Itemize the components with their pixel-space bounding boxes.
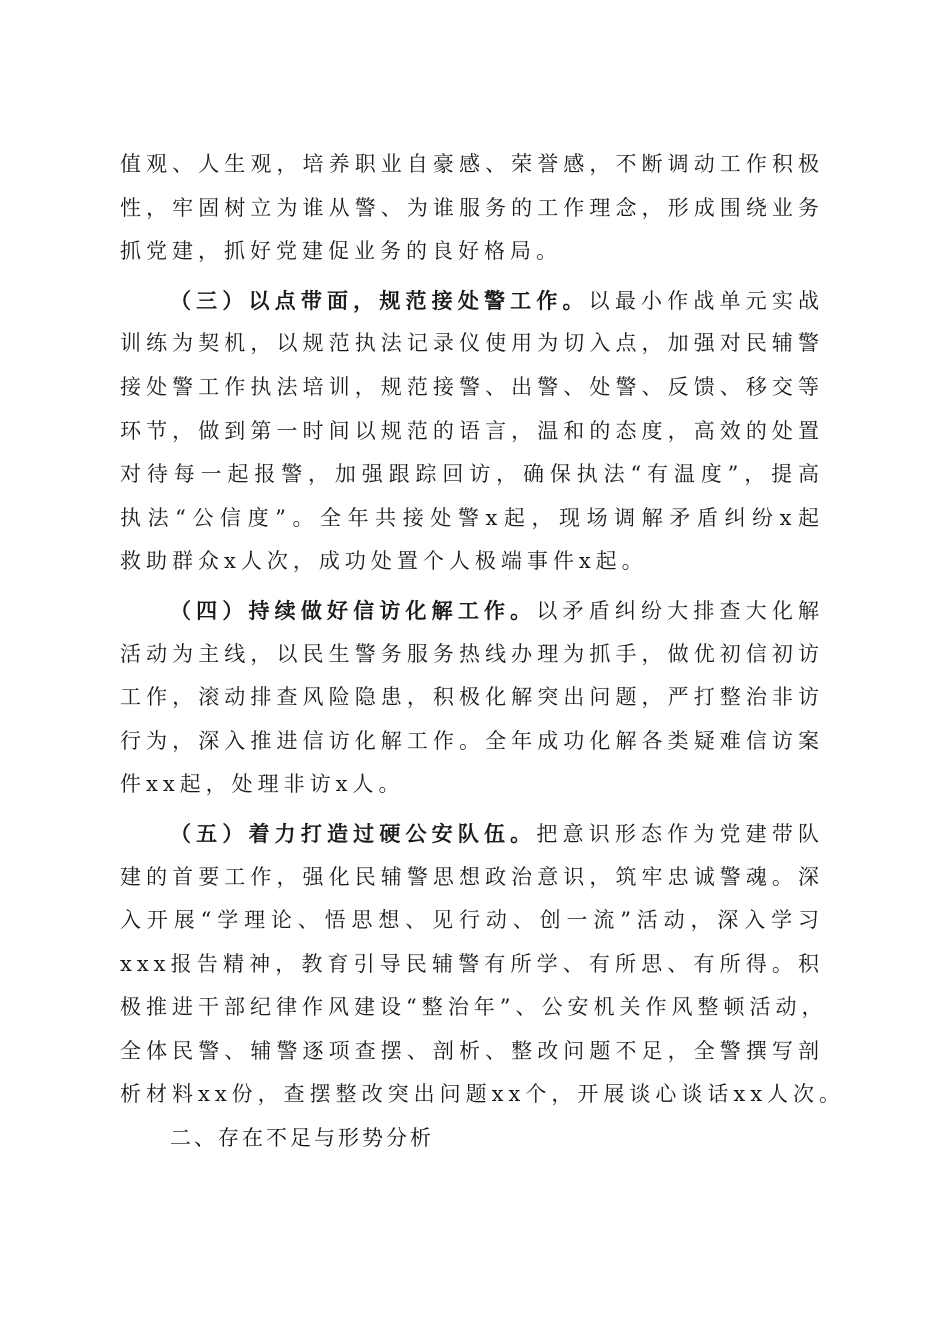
subsection-heading-5: （五）着力打造过硬公安队伍。 xyxy=(170,820,537,846)
text-line: 活动为主线，以民生警务服务热线办理为抓手，做优初信初访 xyxy=(120,641,824,666)
text-line: 工作，滚动排查风险隐患，积极化解突出问题，严打整治非访 xyxy=(120,685,824,710)
text-line: xxx报告精神，教育引导民辅警有所学、有所思、有所得。积 xyxy=(120,951,824,976)
paragraph-section-5 xyxy=(120,812,846,1117)
text-line: 极推进干部纪律作风建设“整治年”、公安机关作风整顿活动， xyxy=(120,995,828,1020)
text-span: 以最小作战单元实战 xyxy=(588,288,825,313)
text-span: 把意识形态作为党建带队 xyxy=(536,821,825,846)
text-line: 析材料xx份，查摆整改突出问题xx个，开展谈心谈话xx人次。 xyxy=(120,1082,846,1107)
text-line: 建的首要工作，强化民辅警思想政治意识，筑牢忠诚警魂。深 xyxy=(120,864,824,889)
text-line xyxy=(120,279,824,323)
text-line: 入开展“学理论、悟思想、见行动、创一流”活动，深入学习 xyxy=(120,908,824,933)
text-line: 对待每一起报警，加强跟踪回访，确保执法“有温度”，提高 xyxy=(120,462,824,487)
text-line: 接处警工作执法培训，规范接警、出警、处警、反馈、移交等 xyxy=(120,374,824,399)
paragraph-continuation xyxy=(120,143,824,274)
text-line: 性，牢固树立为谁从警、为谁服务的工作理念，形成围绕业务 xyxy=(120,195,824,220)
text-line: 救助群众x人次，成功处置个人极端事件x起。 xyxy=(120,549,648,574)
text-line xyxy=(120,812,824,856)
text-line xyxy=(120,589,824,633)
text-line: 值观、人生观，培养职业自豪感、荣誉感，不断调动工作积极 xyxy=(120,152,824,176)
subsection-heading-4: （四）持续做好信访化解工作。 xyxy=(170,597,537,623)
paragraph-section-4 xyxy=(120,589,824,807)
text-line: 件xx起，处理非访x人。 xyxy=(120,772,405,797)
text-line: 训练为契机，以规范执法记录仪使用为切入点，加强对民辅警 xyxy=(120,331,824,356)
text-line: 抓党建，抓好党建促业务的良好格局。 xyxy=(120,239,562,264)
text-line: 执法“公信度”。全年共接处警x起，现场调解矛盾纠纷x起 xyxy=(120,505,824,530)
section-heading: 二、存在不足与形势分析 xyxy=(170,1126,434,1151)
text-line: 全体民警、辅警逐项查摆、剖析、整改问题不足，全警撰写剖 xyxy=(120,1038,824,1063)
document-page xyxy=(120,143,846,1161)
subsection-heading-3: （三）以点带面，规范接处警工作。 xyxy=(170,287,589,313)
text-line: 行为，深入推进信访化解工作。全年成功化解各类疑难信访案 xyxy=(120,728,824,753)
text-line: 环节，做到第一时间以规范的语言，温和的态度，高效的处置 xyxy=(120,418,824,443)
text-span: 以矛盾纠纷大排查大化解 xyxy=(536,598,825,623)
paragraph-section-3 xyxy=(120,279,824,584)
